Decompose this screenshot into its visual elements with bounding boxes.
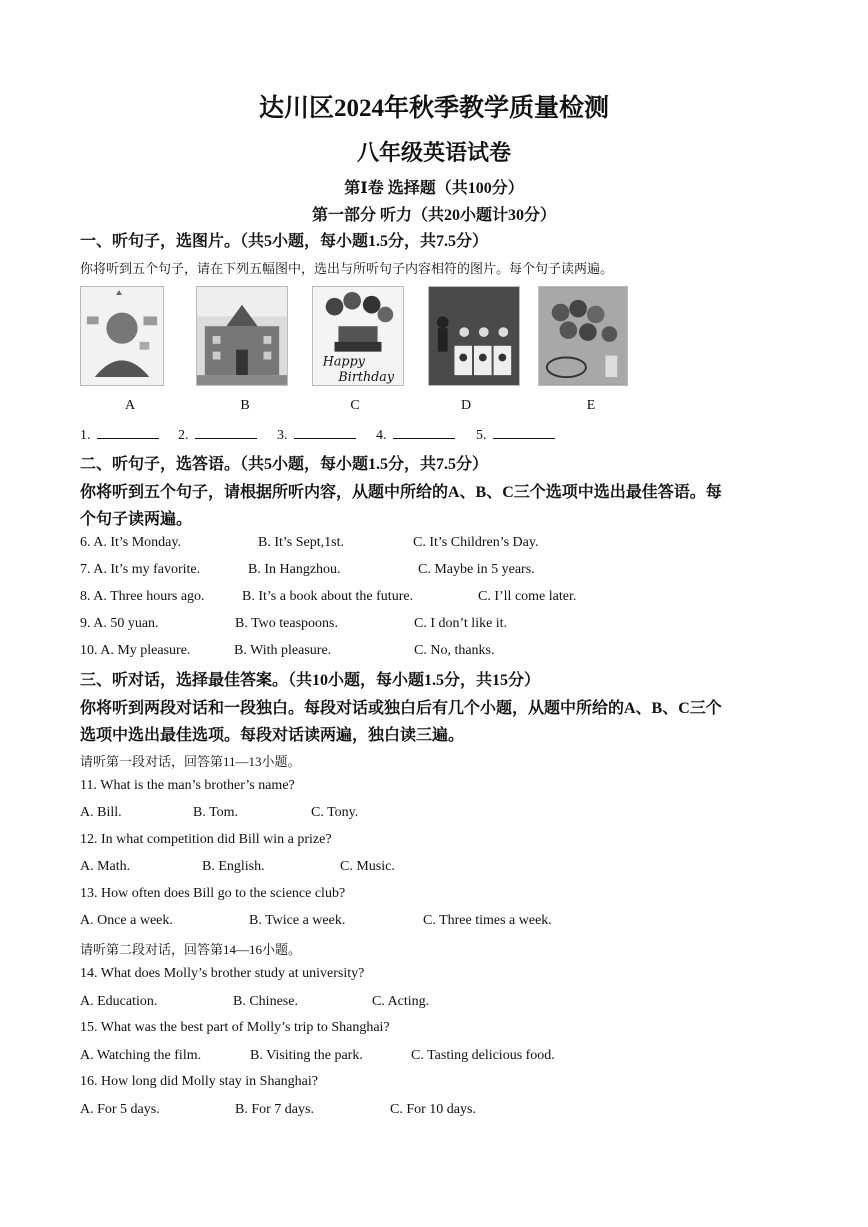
q8-option-b: B. It’s a book about the future. bbox=[242, 589, 414, 604]
q11-option-c: C. Tony. bbox=[311, 805, 359, 820]
section3-instruction-line2: 选项中选出最佳选项。每段对话读两遍，独白读三遍。 bbox=[80, 727, 465, 744]
q6-option-b: B. It’s Sept,1st. bbox=[258, 535, 344, 550]
q11-option-b: B. Tom. bbox=[193, 805, 239, 820]
dialogue2-intro: 请听第二段对话，回答第14—16小题。 bbox=[80, 942, 302, 957]
svg-text:Happy: Happy bbox=[322, 353, 365, 369]
happy-birthday-cake-icon bbox=[313, 287, 403, 385]
section1-heading: 一、听句子，选图片。（共5小题，每小题1.5分，共7.5分） bbox=[80, 233, 489, 250]
q14-option-b: B. Chinese. bbox=[233, 994, 298, 1009]
answer-blank-5[interactable]: 5. bbox=[476, 426, 555, 444]
q6-option-c: C. It’s Children’s Day. bbox=[413, 535, 539, 550]
q15-option-b: B. Visiting the park. bbox=[250, 1048, 363, 1063]
q13-question: 13. How often does Bill go to the science club? bbox=[80, 886, 346, 901]
answer-blank-4[interactable]: 4. bbox=[376, 426, 455, 444]
dialogue1-intro: 请听第一段对话，回答第11—13小题。 bbox=[80, 754, 301, 769]
picture-label-b: B bbox=[240, 398, 250, 413]
part-title: 第Ⅰ卷 选择题（共100分） bbox=[344, 180, 524, 197]
q12-option-b: B. English. bbox=[202, 859, 265, 874]
q10-option-a: 10. A. My pleasure. bbox=[80, 643, 191, 658]
q12-option-c: C. Music. bbox=[340, 859, 395, 874]
q13-option-a: A. Once a week. bbox=[80, 913, 173, 928]
section2-heading: 二、听句子，选答语。（共5小题，每小题1.5分，共7.5分） bbox=[80, 456, 489, 473]
q8-option-c: C. I’ll come later. bbox=[478, 589, 577, 604]
exam-subtitle: 八年级英语试卷 bbox=[356, 140, 511, 165]
q13-option-b: B. Twice a week. bbox=[249, 913, 346, 928]
q14-question: 14. What does Molly’s brother study at university? bbox=[80, 966, 365, 981]
answer-blank-1[interactable]: 1. bbox=[80, 426, 159, 444]
q12-option-a: A. Math. bbox=[80, 859, 131, 874]
q11-option-a: A. Bill. bbox=[80, 805, 122, 820]
section2-instruction-line1: 你将听到五个句子，请根据所听内容，从题中所给的A、B、C三个选项中选出最佳答语。每 bbox=[80, 484, 722, 501]
picture-e bbox=[538, 286, 628, 386]
q7-option-a: 7. A. It’s my favorite. bbox=[80, 562, 201, 577]
q8-option-a: 8. A. Three hours ago. bbox=[80, 589, 205, 604]
picture-c bbox=[312, 286, 404, 386]
q10-option-b: B. With pleasure. bbox=[234, 643, 332, 658]
q16-option-c: C. For 10 days. bbox=[390, 1102, 476, 1117]
q14-option-a: A. Education. bbox=[80, 994, 158, 1009]
q16-question: 16. How long did Molly stay in Shanghai? bbox=[80, 1074, 318, 1089]
quiz-competition-icon bbox=[429, 287, 519, 385]
q9-option-c: C. I don’t like it. bbox=[414, 616, 508, 631]
q16-option-a: A. For 5 days. bbox=[80, 1102, 160, 1117]
answer-blank-2[interactable]: 2. bbox=[178, 426, 257, 444]
picture-label-a: A bbox=[124, 398, 136, 413]
svg-text:Birthday: Birthday bbox=[338, 369, 395, 384]
q16-option-b: B. For 7 days. bbox=[235, 1102, 314, 1117]
food-table-icon bbox=[539, 287, 627, 385]
section3-instruction-line1: 你将听到两段对话和一段独白。每段对话或独白后有几个小题，从题中所给的A、B、C三个 bbox=[80, 700, 722, 717]
picture-a bbox=[80, 286, 164, 386]
picture-d bbox=[428, 286, 520, 386]
q11-question: 11. What is the man’s brother’s name? bbox=[80, 778, 295, 793]
q6-option-a: 6. A. It’s Monday. bbox=[80, 535, 181, 550]
section3-heading: 三、听对话，选择最佳答案。（共10小题，每小题1.5分，共15分） bbox=[80, 672, 541, 689]
q7-option-b: B. In Hangzhou. bbox=[248, 562, 341, 577]
q9-option-b: B. Two teaspoons. bbox=[235, 616, 338, 631]
section-title: 第一部分 听力（共20小题计30分） bbox=[311, 207, 556, 224]
student-thinking-icon bbox=[81, 287, 163, 385]
q14-option-c: C. Acting. bbox=[372, 994, 430, 1009]
q12-question: 12. In what competition did Bill win a prize? bbox=[80, 832, 332, 847]
q15-option-c: C. Tasting delicious food. bbox=[411, 1048, 555, 1063]
q15-option-a: A. Watching the film. bbox=[80, 1048, 202, 1063]
exam-title: 达川区2024年秋季教学质量检测 bbox=[258, 95, 609, 122]
q7-option-c: C. Maybe in 5 years. bbox=[418, 562, 535, 577]
q9-option-a: 9. A. 50 yuan. bbox=[80, 616, 159, 631]
picture-label-e: E bbox=[586, 398, 596, 413]
q10-option-c: C. No, thanks. bbox=[414, 643, 495, 658]
section1-instruction: 你将听到五个句子，请在下列五幅图中，选出与所听句子内容相符的图片。每个句子读两遍。 bbox=[80, 261, 614, 276]
picture-label-c: C bbox=[350, 398, 360, 413]
picture-label-d: D bbox=[460, 398, 472, 413]
answer-blank-3[interactable]: 3. bbox=[277, 426, 356, 444]
school-building-icon bbox=[197, 287, 287, 385]
section2-instruction-line2: 个句子读两遍。 bbox=[80, 511, 193, 528]
q13-option-c: C. Three times a week. bbox=[423, 913, 552, 928]
picture-b bbox=[196, 286, 288, 386]
q15-question: 15. What was the best part of Molly’s trip to Shanghai? bbox=[80, 1020, 390, 1035]
